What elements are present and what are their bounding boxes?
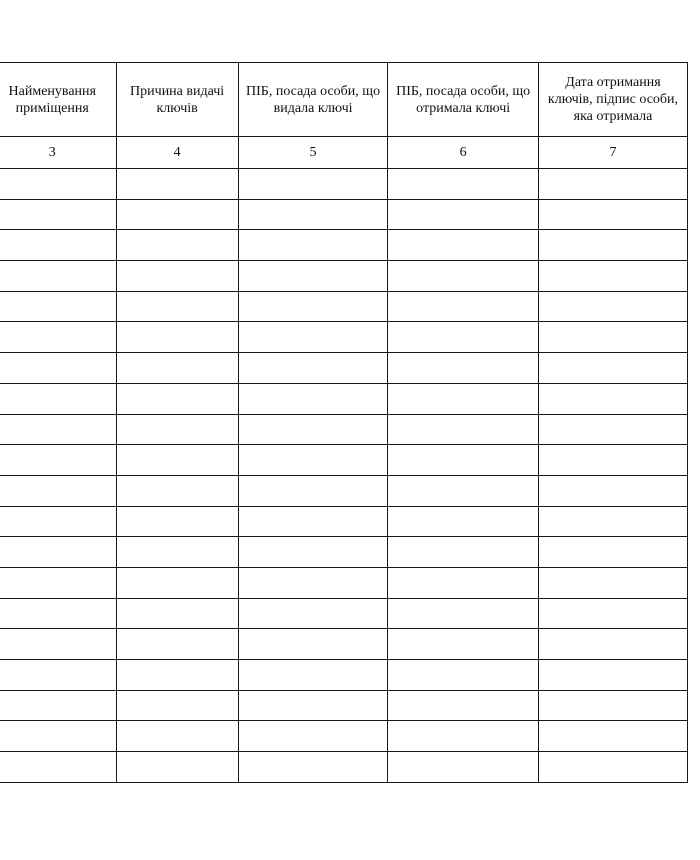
table-cell[interactable]	[238, 291, 388, 322]
table-cell[interactable]	[238, 752, 388, 783]
header-receipt-date-signature: Дата отримання ключів, підпис особи, яка отримала	[538, 63, 687, 137]
table-cell[interactable]	[238, 261, 388, 292]
table-cell[interactable]	[538, 353, 687, 384]
table-cell[interactable]	[388, 291, 539, 322]
table-cell[interactable]	[538, 475, 687, 506]
table-cell[interactable]	[388, 660, 539, 691]
table-cell[interactable]	[538, 169, 687, 200]
table-cell[interactable]	[0, 353, 116, 384]
table-row	[0, 414, 688, 445]
table-row	[0, 752, 688, 783]
table-cell[interactable]	[0, 629, 116, 660]
table-cell[interactable]	[538, 322, 687, 353]
table-cell[interactable]	[116, 660, 238, 691]
table-cell[interactable]	[538, 261, 687, 292]
table-cell[interactable]	[0, 261, 116, 292]
table-cell[interactable]	[388, 199, 539, 230]
table-header-row	[0, 63, 688, 137]
table-cell[interactable]	[538, 383, 687, 414]
table-cell[interactable]	[0, 690, 116, 721]
table-cell[interactable]	[538, 690, 687, 721]
table-cell[interactable]	[0, 598, 116, 629]
column-number: 4	[116, 137, 238, 169]
key-issuance-table	[0, 62, 688, 783]
table-cell[interactable]	[0, 445, 116, 476]
table-cell[interactable]	[238, 414, 388, 445]
table-row	[0, 291, 688, 322]
column-number: 6	[388, 137, 539, 169]
header-receiver: ПІБ, посада особи, що отримала ключі	[388, 63, 539, 137]
table-row	[0, 322, 688, 353]
table-cell[interactable]	[116, 537, 238, 568]
table-cell[interactable]	[388, 629, 539, 660]
table-cell[interactable]	[238, 199, 388, 230]
table-row	[0, 230, 688, 261]
table-cell[interactable]	[538, 506, 687, 537]
table-cell[interactable]	[238, 567, 388, 598]
table-cell[interactable]	[116, 567, 238, 598]
table-cell[interactable]	[0, 475, 116, 506]
table-cell[interactable]	[538, 598, 687, 629]
table-cell[interactable]	[538, 629, 687, 660]
table-cell[interactable]	[116, 598, 238, 629]
table-cell[interactable]	[238, 629, 388, 660]
table-row	[0, 199, 688, 230]
column-number: 5	[238, 137, 388, 169]
table-cell[interactable]	[238, 230, 388, 261]
column-number: 3	[0, 137, 116, 169]
table-cell[interactable]	[388, 475, 539, 506]
table-cell[interactable]	[388, 414, 539, 445]
header-room-name: Найменування приміщення	[0, 63, 116, 137]
table-cell[interactable]	[388, 230, 539, 261]
table-cell[interactable]	[238, 660, 388, 691]
table-cell[interactable]	[538, 752, 687, 783]
table-cell[interactable]	[388, 322, 539, 353]
table-cell[interactable]	[0, 383, 116, 414]
table-row	[0, 353, 688, 384]
table-row	[0, 383, 688, 414]
table-cell[interactable]	[538, 199, 687, 230]
table-row	[0, 506, 688, 537]
table-row	[0, 445, 688, 476]
column-number-row	[0, 137, 688, 169]
table-cell[interactable]	[116, 199, 238, 230]
table-cell[interactable]	[0, 660, 116, 691]
table-cell[interactable]	[116, 261, 238, 292]
table-row	[0, 598, 688, 629]
table-cell[interactable]	[116, 291, 238, 322]
table-cell[interactable]	[0, 506, 116, 537]
table-cell[interactable]	[388, 690, 539, 721]
header-issue-reason: Причина видачі ключів	[116, 63, 238, 137]
table-cell[interactable]	[388, 567, 539, 598]
table-cell[interactable]	[116, 414, 238, 445]
table-cell[interactable]	[238, 353, 388, 384]
table-cell[interactable]	[538, 660, 687, 691]
table-row	[0, 690, 688, 721]
table-cell[interactable]	[238, 383, 388, 414]
table-cell[interactable]	[388, 721, 539, 752]
table-row	[0, 660, 688, 691]
table-cell[interactable]	[238, 506, 388, 537]
column-number: 7	[538, 137, 687, 169]
table-cell[interactable]	[116, 322, 238, 353]
table-cell[interactable]	[388, 506, 539, 537]
table-cell[interactable]	[116, 230, 238, 261]
table-cell[interactable]	[0, 567, 116, 598]
table-cell[interactable]	[238, 445, 388, 476]
table-row	[0, 475, 688, 506]
table-cell[interactable]	[388, 353, 539, 384]
table-cell[interactable]	[116, 506, 238, 537]
table-cell[interactable]	[116, 475, 238, 506]
table-row	[0, 629, 688, 660]
table-body	[0, 169, 688, 783]
table-cell[interactable]	[0, 230, 116, 261]
table-cell[interactable]	[116, 445, 238, 476]
table-cell[interactable]	[388, 598, 539, 629]
table-cell[interactable]	[238, 475, 388, 506]
table-cell[interactable]	[238, 721, 388, 752]
table-cell[interactable]	[538, 291, 687, 322]
table-cell[interactable]	[116, 353, 238, 384]
table-cell[interactable]	[538, 414, 687, 445]
table-cell[interactable]	[538, 721, 687, 752]
table-cell[interactable]	[388, 383, 539, 414]
table-cell[interactable]	[538, 445, 687, 476]
table-cell[interactable]	[388, 261, 539, 292]
table-cell[interactable]	[116, 721, 238, 752]
table-cell[interactable]	[0, 752, 116, 783]
header-issuer: ПІБ, посада особи, що видала ключі	[238, 63, 388, 137]
table-row	[0, 537, 688, 568]
table-cell[interactable]	[0, 721, 116, 752]
table-cell[interactable]	[388, 537, 539, 568]
table-cell[interactable]	[538, 537, 687, 568]
table-cell[interactable]	[238, 598, 388, 629]
table-row	[0, 261, 688, 292]
table-cell[interactable]	[116, 629, 238, 660]
table-row	[0, 721, 688, 752]
table-cell[interactable]	[538, 567, 687, 598]
table-cell[interactable]	[116, 383, 238, 414]
table-cell[interactable]	[238, 690, 388, 721]
table-cell[interactable]	[388, 445, 539, 476]
table-cell[interactable]	[538, 230, 687, 261]
table-cell[interactable]	[238, 537, 388, 568]
table-cell[interactable]	[388, 752, 539, 783]
table-cell[interactable]	[0, 414, 116, 445]
table-cell[interactable]	[116, 690, 238, 721]
table-row	[0, 567, 688, 598]
table-cell[interactable]	[116, 169, 238, 200]
table-cell[interactable]	[0, 169, 116, 200]
table-cell[interactable]	[0, 322, 116, 353]
table-cell[interactable]	[0, 537, 116, 568]
table-cell[interactable]	[0, 291, 116, 322]
table-cell[interactable]	[0, 199, 116, 230]
table-cell[interactable]	[238, 169, 388, 200]
table-cell[interactable]	[388, 169, 539, 200]
table-row	[0, 169, 688, 200]
table-cell[interactable]	[116, 752, 238, 783]
table-cell[interactable]	[238, 322, 388, 353]
